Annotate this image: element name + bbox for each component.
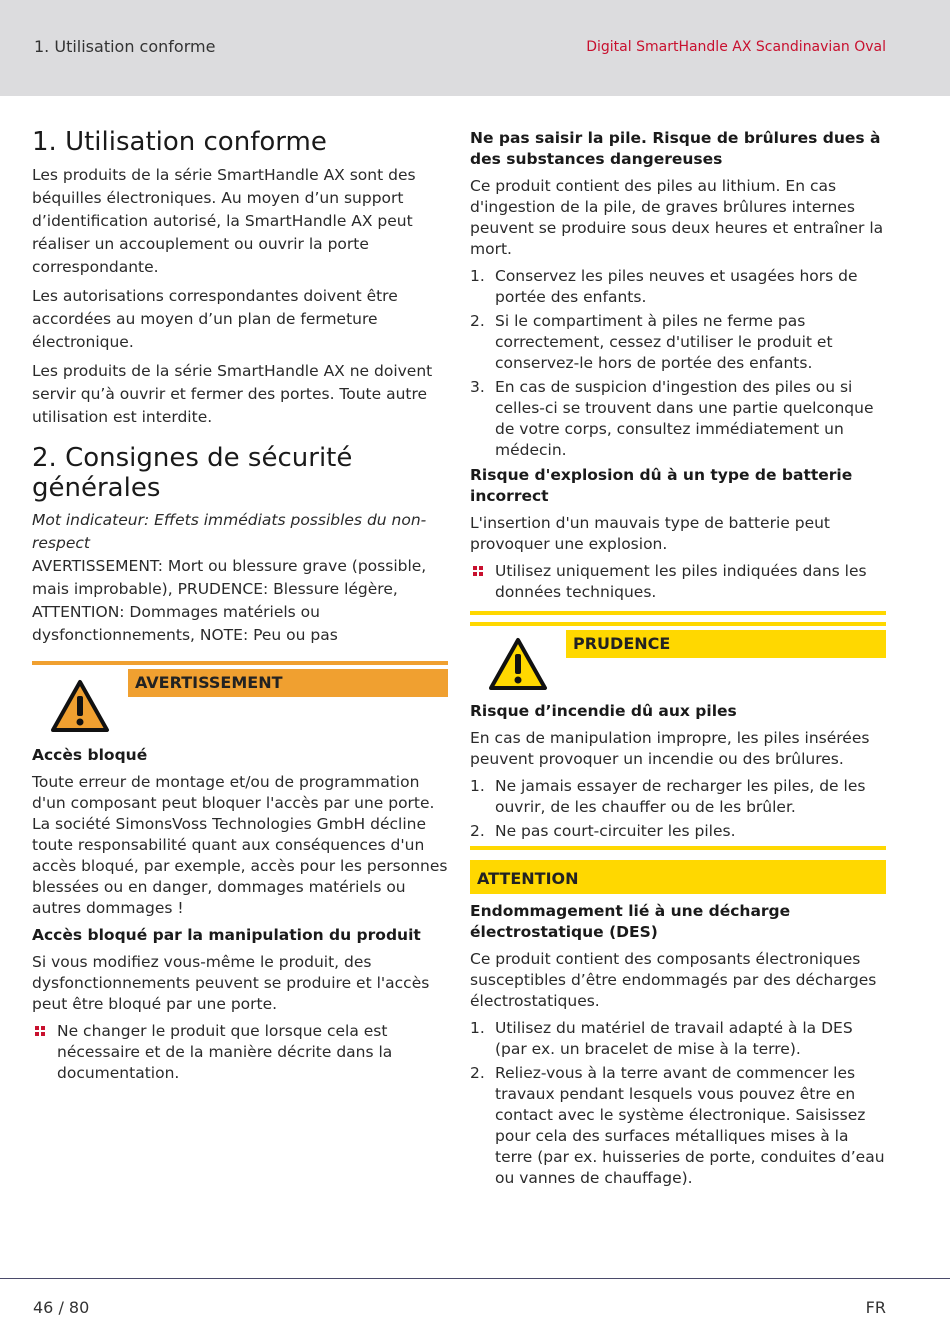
subheading: Risque d'explosion dû à un type de batterie incorrect — [470, 466, 853, 505]
subheading: Risque d’incendie dû aux piles — [470, 702, 737, 720]
right-column — [470, 128, 886, 1193]
list-item: 1. Conservez les piles neuves et usagées hors de portée des enfants. — [470, 267, 858, 306]
caution-box — [470, 611, 886, 695]
header-product-name: Digital SmartHandle AX Scandinavian Oval — [586, 39, 886, 55]
list-item: 1. Ne jamais essayer de recharger les piles, de les ouvrir, de les chauffer ou de les brûler. — [470, 777, 866, 816]
bullet-list — [470, 561, 886, 603]
list-item: 2. Si le compartiment à piles ne ferme pas correctement, cessez d'utiliser le produit et conservez-le hors de portée des enfants. — [470, 312, 833, 372]
attention-label: ATTENTION — [470, 864, 886, 894]
list-item-text: Ne changer le produit que lorsque cela est nécessaire et de la manière décrite dans la documentation. — [57, 1022, 393, 1082]
paragraph: Toute erreur de montage et/ou de programmation d'un composant peut bloquer l'accès par une porte. La société SimonsVoss Technologies GmbH décline toute responsabilité quant aux conséquences d'un accès bloqué, par exemple, accès pour les personnes blessées ou en danger, dommages matériels ou autres dommages ! — [32, 773, 448, 917]
paragraph: Les autorisations correspondantes doivent être accordées au moyen d’un plan de fermeture électronique. — [32, 287, 398, 351]
signal-word-intro: Mot indicateur: Effets immédiats possibles du non-respect — [32, 511, 427, 552]
header-section-title: 1. Utilisation conforme — [34, 37, 216, 56]
footer-divider — [0, 1278, 950, 1279]
caution-rule — [470, 611, 886, 615]
subheading: Accès bloqué par la manipulation du produit — [32, 926, 421, 944]
numbered-list — [470, 266, 886, 461]
page-header — [0, 0, 950, 96]
warning-rule — [32, 661, 448, 665]
signal-word-definitions: AVERTISSEMENT: Mort ou blessure grave (possible, mais improbable), PRUDENCE: Blessure légère, ATTENTION: Dommages matériels ou dysfonctionnements, NOTE: Peu ou pas — [32, 557, 427, 644]
language-code: FR — [865, 1298, 886, 1317]
warning-triangle-icon — [488, 637, 548, 691]
warning-label: AVERTISSEMENT — [128, 669, 448, 697]
list-item: 2. Reliez-vous à la terre avant de commencer les travaux pendant lesquels vous pouvez être en contact avec le système électronique. Saisissez pour cela des surfaces métalliques mises à la terre (par ex. huisseries de porte, conduites d’eau ou vannes de chauffage). — [470, 1064, 885, 1187]
paragraph: Ce produit contient des composants électroniques susceptibles d’être endommagés par des décharges électrostatiques. — [470, 950, 877, 1010]
list-item-text: Utilisez uniquement les piles indiquées dans les données techniques. — [495, 562, 867, 601]
list-item — [32, 1021, 448, 1084]
attention-rule — [470, 846, 886, 850]
paragraph: Les produits de la série SmartHandle AX ne doivent servir qu’à ouvrir et fermer des portes. Toute autre utilisation est interdite. — [32, 362, 433, 426]
warning-box — [32, 661, 448, 739]
numbered-list — [470, 776, 886, 842]
bullet-icon — [473, 566, 483, 576]
subheading: Endommagement lié à une décharge électrostatique (DES) — [470, 902, 791, 941]
caution-label: PRUDENCE — [566, 630, 886, 658]
subheading: Ne pas saisir la pile. Risque de brûlures dues à des substances dangereuses — [470, 129, 881, 168]
list-item: 1. Utilisez du matériel de travail adapté à la DES (par ex. un bracelet de mise à la terre). — [470, 1019, 853, 1058]
paragraph: En cas de manipulation impropre, les piles insérées peuvent provoquer un incendie ou des brûlures. — [470, 729, 870, 768]
left-column — [32, 126, 448, 1090]
section-heading-2: 2. Consignes de sécurité générales — [32, 443, 353, 503]
page-number: 46 / 80 — [33, 1298, 90, 1317]
numbered-list — [470, 1018, 886, 1189]
paragraph: L'insertion d'un mauvais type de batterie peut provoquer une explosion. — [470, 514, 831, 553]
warning-triangle-icon — [50, 679, 110, 733]
paragraph: Si vous modifiez vous-même le produit, des dysfonctionnements peuvent se produire et l'accès peut être bloqué par une porte. — [32, 953, 430, 1013]
paragraph: Ce produit contient des piles au lithium. En cas d'ingestion de la pile, de graves brûlures internes peuvent se produire sous deux heures et entraîner la mort. — [470, 177, 884, 258]
subheading: Accès bloqué — [32, 746, 148, 764]
list-item: 3. En cas de suspicion d'ingestion des piles ou si celles-ci se trouvent dans une partie quelconque de votre corps, consultez immédiatement un médecin. — [470, 378, 874, 459]
list-item — [470, 561, 886, 603]
list-item: 2. Ne pas court-circuiter les piles. — [470, 822, 736, 840]
bullet-icon — [35, 1026, 45, 1036]
section-heading-1: 1. Utilisation conforme — [32, 127, 327, 157]
caution-rule — [470, 622, 886, 626]
paragraph: Les produits de la série SmartHandle AX sont des béquilles électroniques. Au moyen d’un support d’identification autorisé, la SmartHandle AX peut réaliser un accouplement ou ouvrir la porte correspondante. — [32, 166, 416, 276]
bullet-list — [32, 1021, 448, 1084]
